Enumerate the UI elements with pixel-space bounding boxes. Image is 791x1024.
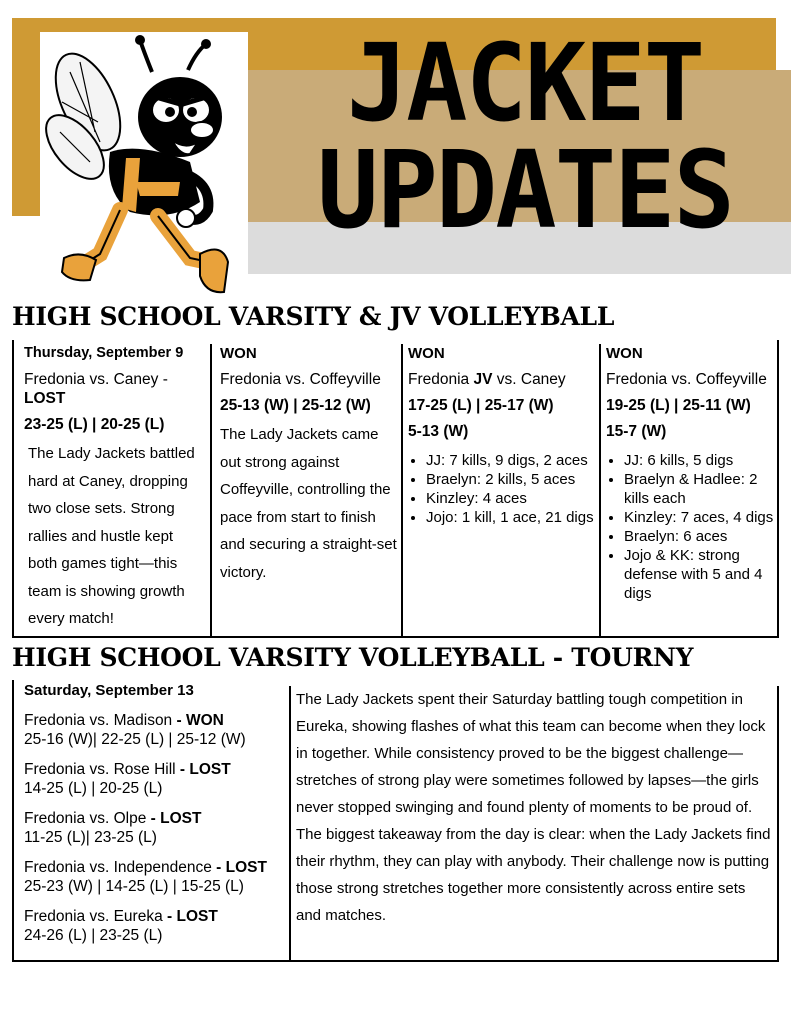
game-result: LOST	[160, 810, 202, 827]
list-item: • Kinzley: 4 aces	[426, 489, 596, 508]
summary-paragraph-1: The Lady Jackets spent their Saturday battling tough competition in Eureka, showing flashes of what this team can become when they lock in together. While consistency proved to be the biggest challenge—stretches of strong play were sometimes followed by lapses—the girls never stopped swinging and found plenty of moments to be proud of.	[296, 691, 766, 816]
matchup-text: Fredonia vs. Eureka	[24, 908, 163, 925]
separator: -	[211, 859, 226, 876]
divider	[289, 686, 291, 962]
game-result: WON	[185, 712, 224, 729]
divider	[401, 344, 403, 638]
game-scores: 14-25 (L) | 20-25 (L)	[24, 780, 163, 797]
separator: -	[146, 810, 161, 827]
yellow-jacket-mascot-icon	[40, 32, 248, 298]
game-card-jv-coffeyville	[606, 344, 778, 603]
game-date: Thursday, September 9	[24, 345, 184, 361]
game-result: LOST	[225, 859, 267, 876]
section2-heading: HIGH SCHOOL VARSITY VOLLEYBALL - TOURNY	[12, 643, 694, 672]
game-summary: The Lady Jackets battled hard at Caney, dropping two close sets. Strong rallies and hustle kept both games tight—this team is showing growth every match!	[28, 445, 195, 627]
match-result	[24, 711, 286, 749]
game-matchup	[408, 370, 596, 389]
title-line-1: JACKET	[346, 21, 704, 147]
stats-list	[606, 451, 778, 603]
match-result	[24, 907, 286, 945]
match-result	[24, 760, 286, 798]
tourney-date: Saturday, September 13	[24, 682, 194, 699]
divider	[599, 344, 601, 638]
summary-paragraph-2: The biggest takeaway from the day is clear: when the Lady Jackets find their rhythm, they can play with anybody. Their challenge now is putting those strong stretches together more consistently across entire sets and matches.	[296, 826, 771, 924]
section1-heading: HIGH SCHOOL VARSITY & JV VOLLEYBALL	[12, 302, 615, 331]
matchup-text: Fredonia vs. Rose Hill	[24, 761, 176, 778]
matchup-text: Fredonia	[408, 371, 474, 388]
game-result: LOST	[24, 390, 66, 407]
page-title	[290, 21, 760, 254]
game-card-caney	[24, 344, 206, 633]
matchup-text: Fredonia vs. Independence	[24, 859, 212, 876]
stats-list	[408, 451, 596, 527]
matchup-text: Fredonia vs. Caney -	[24, 371, 168, 388]
game-card-coffeyville	[220, 344, 398, 586]
match-result	[24, 858, 286, 896]
game-result: WON	[408, 345, 445, 362]
list-item: • Braelyn: 6 aces	[624, 527, 778, 546]
matchup-text: vs. Caney	[492, 371, 566, 388]
game-result: LOST	[189, 761, 231, 778]
separator: -	[162, 908, 177, 925]
game-summary: The Lady Jackets came out strong against Coffeyville, controlling the pace from start to finish and securing a straight-set victory.	[220, 426, 397, 581]
title-line-2: UPDATES	[317, 128, 733, 254]
game-scores: 19-25 (L) | 25-11 (W)	[606, 397, 751, 414]
game-card-jv-caney	[408, 344, 596, 527]
game-result: WON	[220, 345, 257, 362]
separator: -	[172, 712, 186, 729]
match-result	[24, 809, 286, 847]
game-matchup: Fredonia vs. Coffeyville	[606, 371, 767, 388]
list-item: • JJ: 6 kills, 5 digs	[624, 451, 778, 470]
game-scores: 23-25 (L) | 20-25 (L)	[24, 416, 165, 433]
game-scores-2: 15-7 (W)	[606, 423, 667, 440]
divider	[210, 344, 212, 638]
game-scores: 25-13 (W) | 25-12 (W)	[220, 397, 371, 414]
divider	[12, 636, 779, 638]
jv-label: JV	[473, 371, 493, 388]
game-scores: 24-26 (L) | 23-25 (L)	[24, 927, 163, 944]
list-item: • JJ: 7 kills, 9 digs, 2 aces	[426, 451, 596, 470]
game-scores: 25-23 (W) | 14-25 (L) | 15-25 (L)	[24, 878, 244, 895]
divider	[777, 686, 779, 962]
tourney-results	[24, 681, 286, 945]
matchup-text: Fredonia vs. Madison	[24, 712, 173, 729]
list-item: • Braelyn & Hadlee: 2 kills each	[624, 470, 778, 508]
game-scores: 11-25 (L)| 23-25 (L)	[24, 829, 157, 846]
tourney-summary	[296, 686, 772, 929]
divider	[12, 340, 14, 638]
list-item: • Jojo: 1 kill, 1 ace, 21 digs	[426, 508, 596, 527]
separator: -	[175, 761, 190, 778]
list-item: • Kinzley: 7 aces, 4 digs	[624, 508, 778, 527]
matchup-text: Fredonia vs. Olpe	[24, 810, 147, 827]
list-item: • Jojo & KK: strong defense with 5 and 4 digs	[624, 546, 778, 603]
divider	[12, 680, 14, 962]
game-result: LOST	[176, 908, 218, 925]
game-matchup	[24, 370, 206, 408]
game-scores: 25-16 (W)| 22-25 (L) | 25-12 (W)	[24, 731, 246, 748]
mascot-logo	[40, 32, 248, 298]
game-scores: 17-25 (L) | 25-17 (W)	[408, 397, 554, 414]
divider	[12, 960, 779, 962]
list-item: • Braelyn: 2 kills, 5 aces	[426, 470, 596, 489]
game-matchup: Fredonia vs. Coffeyville	[220, 371, 381, 388]
game-result: WON	[606, 345, 643, 362]
game-scores-2: 5-13 (W)	[408, 423, 469, 440]
